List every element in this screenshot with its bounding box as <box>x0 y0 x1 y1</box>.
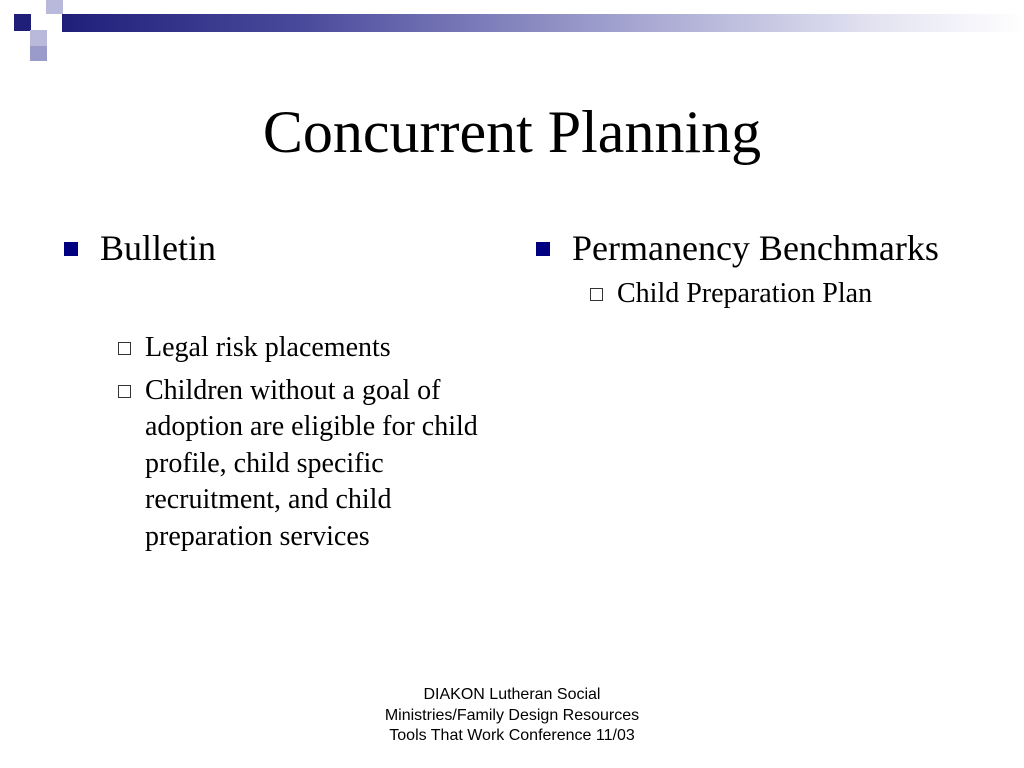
sub-bullet-item <box>62 373 502 556</box>
decor-square-light <box>30 46 47 61</box>
hollow-square-bullet-icon <box>590 288 603 301</box>
footer-line: Tools That Work Conference 11/03 <box>389 727 635 744</box>
footer-line: Ministries/Family Design Resources <box>384 706 640 724</box>
sub-bullet-text: Child Preparation Plan <box>617 278 873 309</box>
decor-square-light <box>46 0 63 14</box>
hollow-square-bullet-icon <box>118 342 131 355</box>
bullet-text: Bulletin <box>100 228 216 268</box>
slide-title: Concurrent Planning <box>262 99 762 165</box>
bullet-item-bulletin <box>62 226 502 270</box>
sub-bullet-text: Legal risk placements <box>145 332 391 363</box>
sub-bullet-list <box>534 276 1004 313</box>
hollow-square-bullet-icon <box>118 385 131 398</box>
decor-gradient-bar <box>62 14 1024 32</box>
decor-square-light <box>30 30 47 47</box>
sub-bullet-item <box>534 276 1004 313</box>
sub-bullet-text: Children without a goal of adoption are eligible for child profile, child specific recruitment, and child preparation services <box>145 374 478 552</box>
footer-line: DIAKON Lutheran Social <box>423 686 601 703</box>
filled-square-bullet-icon <box>64 242 78 256</box>
sub-bullet-list <box>62 330 502 555</box>
filled-square-bullet-icon <box>536 242 550 256</box>
right-column <box>534 226 1004 319</box>
bullet-item-permanency-benchmarks <box>534 226 1004 270</box>
sub-bullet-item <box>62 330 502 367</box>
decor-square-dark <box>14 14 31 31</box>
left-column <box>62 226 502 561</box>
slide-footer <box>312 685 712 747</box>
bullet-text: Permanency Benchmarks <box>572 228 939 268</box>
